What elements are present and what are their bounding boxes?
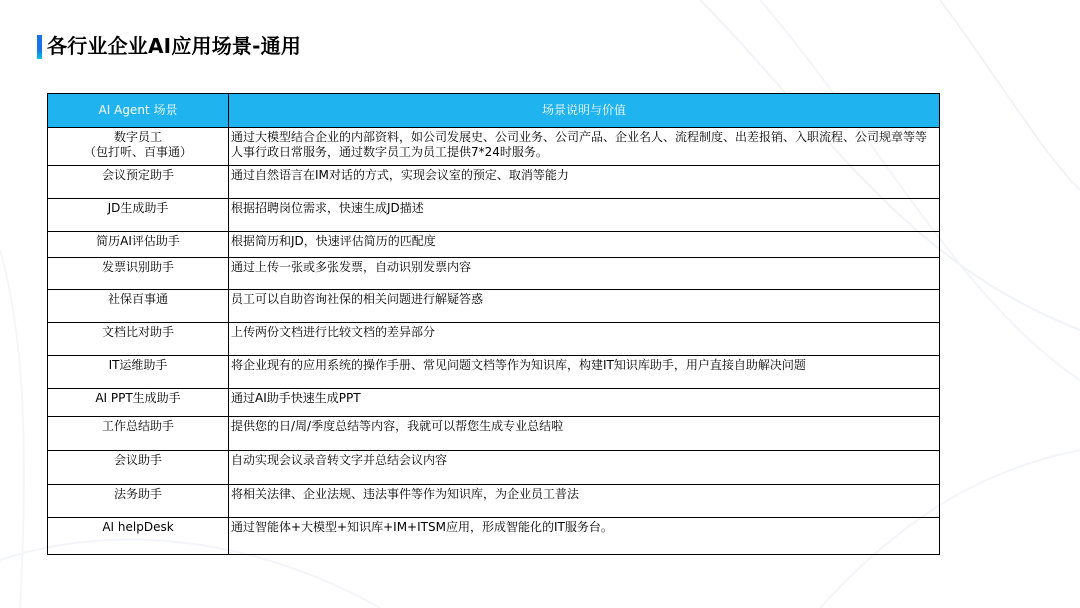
scenario-description: 提供您的日/周/季度总结等内容，我就可以帮您生成专业总结啦	[229, 417, 940, 451]
scenario-name-subtitle: （包打听、百事通）	[83, 145, 192, 159]
scenario-description: 根据招聘岗位需求，快速生成JD描述	[229, 199, 940, 232]
scenario-description: 员工可以自助咨询社保的相关问题进行解疑答惑	[229, 290, 940, 323]
scenario-name: 文档比对助手	[48, 323, 229, 356]
scenario-name: IT运维助手	[48, 356, 229, 389]
title-accent-bar	[37, 35, 42, 59]
page-title: 各行业企业AI应用场景-通用	[47, 34, 302, 58]
column-header-scenario: AI Agent 场景	[48, 94, 229, 128]
table-row	[48, 323, 940, 356]
scenario-description: 自动实现会议录音转文字并总结会议内容	[229, 451, 940, 485]
scenario-name: 社保百事通	[48, 290, 229, 323]
table-row	[48, 389, 940, 417]
scenario-description: 通过大模型结合企业的内部资料，如公司发展史、公司业务、公司产品、企业名人、流程制度、出差报销、入职流程、公司规章等等人事行政日常服务，通过数字员工为员工提供7*24时服务。	[229, 128, 940, 166]
scenario-name: JD生成助手	[48, 199, 229, 232]
scenario-description: 通过上传一张或多张发票，自动识别发票内容	[229, 258, 940, 290]
scenario-name: AI helpDesk	[48, 518, 229, 555]
table-row	[48, 258, 940, 290]
table-row	[48, 232, 940, 258]
table-row	[48, 290, 940, 323]
table-header-row	[48, 94, 940, 128]
column-header-description: 场景说明与价值	[229, 94, 940, 128]
scenario-name: 会议预定助手	[48, 166, 229, 199]
table-row	[48, 451, 940, 485]
table-row	[48, 417, 940, 451]
table-row	[48, 199, 940, 232]
scenario-description: 上传两份文档进行比较文档的差异部分	[229, 323, 940, 356]
scenario-description: 将相关法律、企业法规、违法事件等作为知识库，为企业员工普法	[229, 485, 940, 518]
table-row	[48, 128, 940, 166]
scenario-name: 数字员工	[113, 130, 162, 144]
scenario-name-cell	[48, 128, 229, 166]
scenario-name: 工作总结助手	[48, 417, 229, 451]
table-row	[48, 485, 940, 518]
scenario-name: 法务助手	[48, 485, 229, 518]
table-row	[48, 166, 940, 199]
scenario-name: AI PPT生成助手	[48, 389, 229, 417]
scenario-description: 通过智能体+大模型+知识库+IM+ITSM应用，形成智能化的IT服务台。	[229, 518, 940, 555]
table-row	[48, 518, 940, 555]
scenario-table	[47, 93, 940, 555]
scenario-description: 将企业现有的应用系统的操作手册、常见问题文档等作为知识库，构建IT知识库助手，用户直接自助解决问题	[229, 356, 940, 389]
scenario-name: 会议助手	[48, 451, 229, 485]
scenario-description: 通过AI助手快速生成PPT	[229, 389, 940, 417]
table-row	[48, 356, 940, 389]
scenario-description: 通过自然语言在IM对话的方式，实现会议室的预定、取消等能力	[229, 166, 940, 199]
scenario-name: 简历AI评估助手	[48, 232, 229, 258]
scenario-description: 根据简历和JD，快速评估简历的匹配度	[229, 232, 940, 258]
scenario-name: 发票识别助手	[48, 258, 229, 290]
